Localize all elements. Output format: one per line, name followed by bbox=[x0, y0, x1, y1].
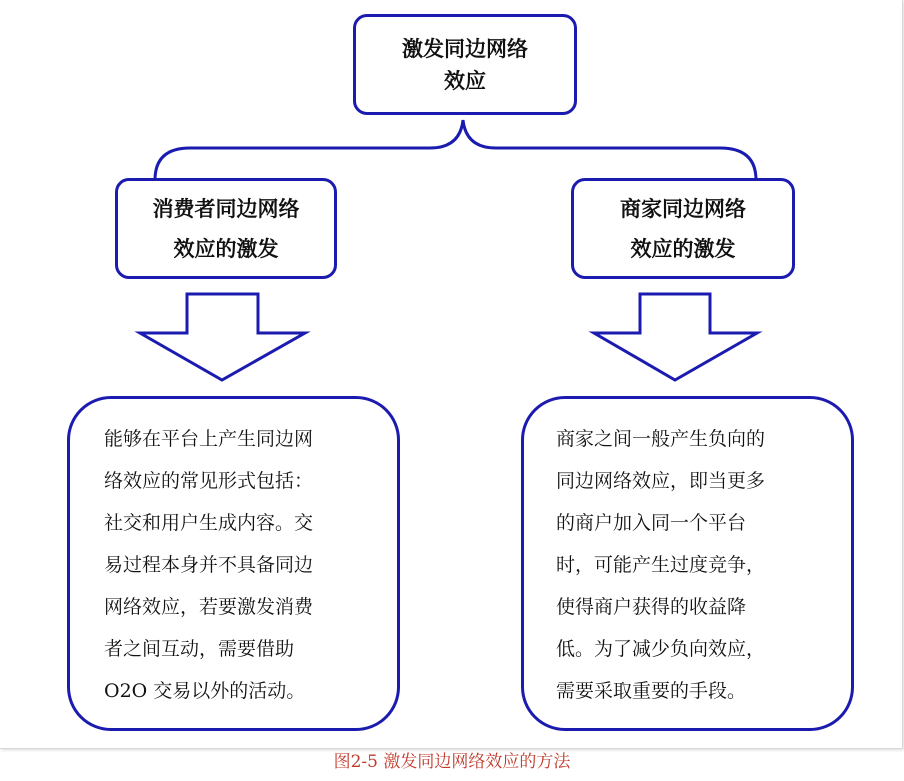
top-node bbox=[353, 14, 577, 115]
consumer-detail-line: 者之间互动，需要借助 bbox=[104, 638, 295, 660]
consumer-detail-line: 社交和用户生成内容。交 bbox=[104, 512, 314, 534]
merchant-detail-line: 的商户加入同一个平台 bbox=[556, 512, 747, 534]
consumer-detail-line: 能够在平台上产生同边网 bbox=[104, 428, 314, 450]
merchant-node-line: 商家同边网络 bbox=[620, 196, 746, 221]
consumer-detail-line: 络效应的常见形式包括： bbox=[104, 470, 314, 492]
merchant-detail-box bbox=[521, 396, 854, 731]
merchant-detail-line: 商家之间一般产生负向的 bbox=[556, 428, 766, 450]
top-node-line: 激发同边网络 bbox=[402, 36, 528, 61]
consumer-detail-line: 易过程本身并不具备同边 bbox=[104, 554, 314, 576]
merchant-detail-line: 需要采取重要的手段。 bbox=[556, 680, 747, 702]
merchant-detail-line: 同边网络效应，即当更多 bbox=[556, 470, 766, 492]
consumer-detail-line: 网络效应，若要激发消费 bbox=[104, 596, 314, 618]
merchant-node-line: 效应的激发 bbox=[630, 236, 736, 261]
merchant-detail-line: 低。为了减少负向效应， bbox=[556, 638, 766, 660]
consumer-node-line: 消费者同边网络 bbox=[152, 196, 300, 221]
consumer-detail-line: O2O 交易以外的活动。 bbox=[104, 680, 306, 702]
top-node-line: 效应 bbox=[444, 68, 486, 93]
merchant-detail-line: 使得商户获得的收益降 bbox=[556, 596, 747, 618]
consumer-detail-box bbox=[67, 396, 400, 731]
consumer-node-line: 效应的激发 bbox=[173, 236, 279, 261]
consumer-node bbox=[115, 178, 337, 279]
merchant-detail-line: 时，可能产生过度竞争， bbox=[556, 554, 766, 576]
merchant-node bbox=[571, 178, 795, 279]
figure-caption: 图2-5 激发同边网络效应的方法 bbox=[333, 752, 571, 772]
